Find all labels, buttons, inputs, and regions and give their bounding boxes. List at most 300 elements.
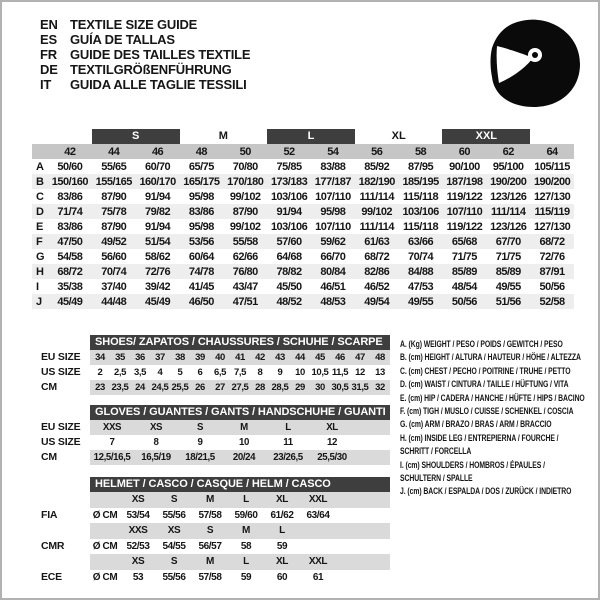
value-cell: 30,5: [331, 382, 349, 393]
value-cell: 57/58: [198, 509, 222, 521]
size-group-xl: XL: [391, 130, 406, 142]
measure-cell: 54/58: [57, 250, 83, 263]
row-values: [90, 450, 390, 465]
measure-cell: 95/98: [188, 220, 214, 233]
measure-cell: 107/110: [315, 220, 351, 233]
value-cell: 42: [255, 352, 265, 363]
value-cell: 55/56: [162, 509, 186, 521]
size-group-row: [32, 129, 574, 144]
numeric-size: 46: [151, 145, 164, 158]
measure-cell: 68/72: [57, 265, 83, 278]
measure-cell: 57/60: [276, 235, 302, 248]
value-cell: 38: [175, 352, 185, 363]
value-cell: 24: [135, 382, 145, 393]
measure-cell: 71/75: [495, 250, 521, 263]
numeric-size: 42: [64, 145, 76, 158]
value-cell: 12: [355, 367, 365, 378]
measure-cell: 105/115: [534, 160, 570, 173]
measure-cell: 56/60: [101, 250, 127, 263]
value-cell: 6: [197, 367, 203, 378]
measure-cell: 51/54: [145, 235, 171, 248]
measure-cell: 71/75: [451, 250, 477, 263]
measure-cell: 78/82: [276, 265, 302, 278]
gloves-title: GLOVES / GUANTES / GANTS / HANDSCHUHE / GUANTI: [95, 406, 386, 418]
measure-cell: 70/74: [101, 265, 127, 278]
measure-cell: 65/75: [188, 160, 214, 173]
size-cell: S: [170, 556, 178, 568]
value-cell: 25,5/30: [317, 452, 347, 463]
measure-cell: 35/38: [57, 280, 83, 293]
value-cell: 43: [275, 352, 285, 363]
size-cell: XS: [131, 494, 145, 506]
numeric-size: 48: [195, 145, 208, 158]
size-cell: L: [243, 494, 249, 506]
value-cell: 56/57: [198, 540, 222, 552]
value-cell: 6,5: [213, 367, 226, 378]
legend-line: SCHULTERN / SPALLE: [400, 473, 473, 485]
numeric-size: 54: [327, 145, 339, 158]
measure-cell: 87/91: [539, 265, 565, 278]
helmet-rows: [37, 492, 390, 585]
measure-row: [32, 279, 574, 294]
measure-cell: 103/106: [270, 220, 308, 233]
gloves-title-bar: [90, 405, 390, 420]
measure-cell: 123/126: [490, 220, 527, 233]
measure-cell: 111/114: [359, 220, 394, 233]
measure-cell: 75/78: [101, 205, 127, 218]
measure-values: [90, 508, 390, 524]
measure-cell: 95/98: [188, 190, 214, 203]
language-row: [40, 77, 250, 92]
measure-cell: 111/114: [491, 205, 526, 218]
measure-cell: 75/85: [276, 160, 302, 173]
measure-row: [32, 234, 574, 249]
helmet-value-row: [37, 570, 390, 586]
row-label: US SIZE: [41, 436, 81, 448]
measure-cell: 72/76: [145, 265, 171, 278]
helmet-size-row: [37, 492, 390, 508]
language-code: ES: [40, 32, 57, 47]
row-key: D: [36, 205, 44, 218]
value-cell: 40: [215, 352, 225, 363]
size-cell: XS: [131, 556, 145, 568]
value-cell: 27,5: [231, 382, 249, 393]
size-cell: XXL: [308, 494, 328, 506]
measure-cell: 111/114: [359, 190, 394, 203]
measure-cell: 190/200: [533, 175, 571, 188]
measure-cell: 72/76: [539, 250, 565, 263]
row-label: EU SIZE: [41, 421, 81, 433]
helmet-title-bar: [90, 477, 390, 492]
row-key: I: [36, 280, 40, 293]
value-cell: 10: [295, 367, 305, 378]
measure-cell: 155/165: [95, 175, 132, 188]
numeric-size: 52: [283, 145, 295, 158]
measure-row: [32, 294, 574, 309]
measure-row: [32, 204, 574, 219]
value-cell: 10,5: [311, 367, 329, 378]
measure-cell: 60/64: [188, 250, 214, 263]
value-cell: 11,5: [331, 367, 349, 378]
measure-cell: 185/195: [402, 175, 439, 188]
measure-cell: 99/102: [229, 190, 261, 203]
measure-cell: 60/70: [145, 160, 171, 173]
row-key: F: [36, 235, 43, 248]
measure-cell: 170/180: [227, 175, 264, 188]
table-row: [37, 435, 390, 450]
measure-cell: 83/86: [57, 220, 83, 233]
table-row: [37, 380, 390, 395]
helmet-value-row: [37, 539, 390, 555]
value-cell: 28: [255, 382, 265, 393]
row-key: C: [36, 190, 44, 203]
value-cell: 20/24: [232, 452, 256, 463]
value-cell: S: [196, 422, 204, 433]
legend-line: I. (cm) SHOULDERS / HOMBROS / ÉPAULES /: [400, 459, 545, 471]
measure-cell: 182/190: [358, 175, 395, 188]
shoes-table: [37, 335, 390, 395]
measure-cell: 39/42: [145, 280, 171, 293]
value-cell: 11: [283, 437, 293, 448]
measure-cell: 115/118: [403, 190, 439, 203]
numeric-size: 60: [458, 145, 471, 158]
row-label: EU SIZE: [41, 351, 81, 363]
measure-cell: 41/45: [188, 280, 214, 293]
row-key: H: [36, 265, 44, 278]
size-cell: XXS: [128, 525, 148, 537]
measure-cell: 49/55: [495, 280, 521, 293]
value-cell: 53/54: [126, 509, 150, 521]
measure-cell: 85/89: [451, 265, 477, 278]
language-title: GUIDA ALLE TAGLIE TESSILI: [70, 77, 247, 92]
row-label: FIA: [41, 508, 58, 521]
measure-cell: 82/86: [364, 265, 390, 278]
diameter-unit: Ø CM: [92, 540, 118, 552]
numeric-size: 56: [371, 145, 383, 158]
row-label: [37, 492, 90, 508]
measure-cell: 91/94: [145, 190, 171, 203]
value-cell: 47: [355, 352, 365, 363]
shoes-title: SHOES/ ZAPATOS / CHAUSSURES / SCHUHE / SCARPE: [95, 336, 383, 348]
value-cell: 8: [153, 437, 159, 448]
legend-line: G. (cm) ARM / BRAZO / BRAS / ARM / BRACCIO: [400, 419, 552, 431]
table-row: [37, 450, 390, 465]
legend-line: A. (Kg) WEIGHT / PESO / POIDS / GEWITCH / PESO: [400, 339, 563, 350]
row-key: G: [36, 250, 45, 263]
measure-cell: 190/200: [490, 175, 527, 188]
row-label: CM: [41, 381, 57, 393]
diameter-unit: Ø CM: [92, 571, 118, 583]
value-cell: 48: [375, 352, 385, 363]
measure-cell: 187/198: [446, 175, 483, 188]
value-cell: 26: [195, 382, 205, 393]
value-cell: 41: [235, 352, 245, 363]
size-cell: XXL: [308, 556, 328, 568]
row-label: ECE: [41, 570, 62, 583]
measure-cell: 48/54: [451, 280, 477, 293]
measure-cell: 115/119: [534, 205, 570, 218]
value-cell: 2: [97, 367, 103, 378]
numeric-size: 64: [546, 145, 558, 158]
measure-cell: 45/50: [276, 280, 302, 293]
legend-line: B. (cm) HEIGHT / ALTURA / HAUTEUR / HÖHE / ALTEZZA: [400, 352, 581, 364]
row-key: B: [36, 175, 44, 188]
size-values: [90, 554, 390, 570]
size-cell: S: [170, 494, 178, 506]
measure-cell: 84/88: [408, 265, 434, 278]
value-cell: 34: [95, 352, 105, 363]
value-cell: M: [240, 422, 248, 433]
measure-cell: 59/62: [320, 235, 346, 248]
measure-cell: 46/52: [364, 280, 390, 293]
measure-cell: 87/95: [408, 160, 434, 173]
value-cell: 9: [197, 437, 203, 448]
measure-cell: 53/56: [188, 235, 214, 248]
measure-cell: 99/102: [361, 205, 393, 218]
measure-cell: 95/98: [320, 205, 346, 218]
value-cell: 35: [115, 352, 125, 363]
measure-values: [90, 539, 390, 555]
numeric-size: 50: [239, 145, 251, 158]
measure-cell: 107/110: [446, 205, 483, 218]
textile-size-table: [32, 129, 574, 309]
helmet-value-row: [37, 508, 390, 524]
measure-row: [32, 219, 574, 234]
measure-cell: 47/51: [232, 295, 258, 308]
measure-cell: 55/65: [101, 160, 127, 173]
language-row: [40, 62, 250, 77]
value-cell: 23: [95, 382, 105, 393]
measure-row: [32, 249, 574, 264]
gloves-rows: [37, 420, 390, 465]
value-cell: 52/53: [126, 540, 150, 552]
row-values: [90, 420, 390, 435]
value-cell: 60: [276, 571, 288, 583]
value-cell: 2,5: [113, 367, 126, 378]
measure-cell: 165/175: [183, 175, 220, 188]
measure-cell: 83/86: [188, 205, 214, 218]
size-group-s: S: [92, 129, 180, 144]
value-cell: 23/26,5: [273, 452, 303, 463]
row-key: A: [36, 160, 44, 173]
measure-cell: 127/130: [533, 220, 571, 233]
row-label: [37, 554, 90, 570]
measure-cell: 50/56: [451, 295, 477, 308]
language-title-list: [40, 17, 250, 92]
value-cell: 61: [312, 571, 324, 583]
measure-cell: 103/106: [270, 190, 308, 203]
measure-cell: 74/78: [188, 265, 214, 278]
measure-row: [32, 174, 574, 189]
row-values: [90, 380, 390, 395]
size-cell: S: [206, 525, 214, 537]
legend-line: E. (cm) HIP / CADERA / HANCHE / HÜFTE / HIPS / BACINO: [400, 392, 585, 404]
value-cell: 5: [177, 367, 183, 378]
measure-cell: 107/110: [315, 190, 351, 203]
measure-cell: 52/58: [539, 295, 565, 308]
measure-cell: 177/187: [314, 175, 352, 188]
value-cell: 63/64: [306, 509, 330, 521]
size-values: [90, 492, 390, 508]
helmet-size-row: [37, 523, 390, 539]
measure-cell: 43/47: [232, 280, 258, 293]
measure-cell: 70/74: [408, 250, 434, 263]
row-values: [90, 435, 390, 450]
value-cell: 7: [109, 437, 115, 448]
value-cell: 18/21,5: [185, 452, 215, 463]
row-key: J: [36, 295, 43, 308]
legend-line: F. (cm) TIGH / MUSLO / CUISSE / SCHENKEL / COSCIA: [400, 406, 574, 418]
size-group-l: L: [267, 129, 355, 144]
legend-line: D. (cm) WAIST / CINTURA / TAILLE / HÜFTUNG / VITA: [400, 379, 569, 391]
measure-cell: 119/122: [446, 190, 483, 203]
legend-line: H. (cm) INSIDE LEG / ENTREPIERNA / FOURCHE /: [400, 432, 559, 444]
value-cell: 10: [239, 437, 249, 448]
measure-cell: 62/66: [232, 250, 258, 263]
value-cell: 16,5/19: [141, 452, 171, 463]
row-key: E: [36, 220, 44, 233]
language-title: TEXTILE SIZE GUIDE: [70, 17, 198, 32]
value-cell: 46: [335, 352, 345, 363]
helmet-size-row: [37, 554, 390, 570]
table-row: [37, 365, 390, 380]
value-cell: 61/62: [270, 509, 294, 521]
row-label: CMR: [41, 539, 65, 552]
size-values: [90, 523, 390, 539]
language-title: TEXTILGRÖßENFÜHRUNG: [70, 62, 232, 77]
value-cell: 54/55: [162, 540, 186, 552]
measure-cell: 66/70: [320, 250, 346, 263]
value-cell: 59: [240, 571, 252, 583]
table-row: [37, 350, 390, 365]
measure-cell: 80/84: [320, 265, 346, 278]
value-cell: 3,5: [133, 367, 146, 378]
gloves-table: [37, 405, 390, 465]
value-cell: 44: [295, 352, 305, 363]
language-title: GUIDE DES TAILLES TEXTILE: [70, 47, 251, 62]
measure-row: [32, 189, 574, 204]
diameter-unit: Ø CM: [92, 509, 118, 521]
value-cell: 4: [157, 367, 163, 378]
value-cell: 55/56: [162, 571, 186, 583]
measure-cell: 50/60: [57, 160, 83, 173]
measure-cell: 95/100: [492, 160, 524, 173]
value-cell: 8: [257, 367, 263, 378]
value-cell: 57/58: [198, 571, 222, 583]
language-row: [40, 47, 250, 62]
measure-cell: 150/160: [51, 175, 89, 188]
value-cell: 7,5: [233, 367, 246, 378]
measure-cell: 67/70: [495, 235, 521, 248]
legend-line: C. (cm) CHEST / PECHO / POITRINE / TRUHE / PETTO: [400, 365, 571, 377]
measure-cell: 123/126: [490, 190, 527, 203]
measure-cell: 87/90: [232, 205, 258, 218]
measure-cell: 50/56: [539, 280, 565, 293]
value-cell: 12: [327, 437, 337, 448]
measure-cell: 68/72: [364, 250, 390, 263]
measure-cell: 49/55: [408, 295, 434, 308]
table-row: [37, 420, 390, 435]
measure-cell: 90/100: [449, 160, 480, 173]
measure-cell: 119/122: [446, 220, 483, 233]
measure-cell: 68/72: [539, 235, 565, 248]
legend-line: SCHRITT / FORCELLA: [400, 446, 472, 458]
language-row: [40, 32, 250, 47]
measure-cell: 61/63: [364, 235, 390, 248]
value-cell: 31,5: [351, 382, 369, 393]
measure-cell: 55/58: [232, 235, 258, 248]
language-code: IT: [40, 77, 52, 92]
value-cell: 27: [215, 382, 225, 393]
measure-cell: 45/49: [145, 295, 171, 308]
measure-cell: 83/88: [320, 160, 346, 173]
row-label: US SIZE: [41, 366, 81, 378]
measure-cell: 85/92: [364, 160, 390, 173]
row-label: [37, 523, 90, 539]
value-cell: 28,5: [271, 382, 289, 393]
value-cell: 29: [295, 382, 305, 393]
measure-cell: 91/94: [276, 205, 302, 218]
value-cell: 53: [132, 571, 144, 583]
measure-cell: 87/90: [101, 220, 127, 233]
language-code: FR: [40, 47, 57, 62]
language-title: GUÍA DE TALLAS: [70, 32, 175, 47]
row-label: CM: [41, 451, 57, 463]
size-cell: XL: [276, 556, 288, 568]
value-cell: 12,5/16,5: [93, 452, 131, 463]
value-cell: XS: [149, 422, 163, 433]
measure-cell: 64/68: [276, 250, 302, 263]
legend-line: J. (cm) BACK / ESPALDA / DOS / ZURÜCK / INDIETRO: [400, 486, 572, 498]
size-cell: M: [206, 494, 214, 506]
measure-cell: 91/94: [145, 220, 171, 233]
measure-cell: 103/106: [402, 205, 439, 218]
measure-cell: 87/90: [101, 190, 127, 203]
measure-cell: 79/82: [145, 205, 171, 218]
measure-cell: 65/68: [451, 235, 477, 248]
value-cell: 30: [315, 382, 325, 393]
language-code: DE: [40, 62, 58, 77]
measure-cell: 85/89: [495, 265, 521, 278]
measure-cell: 37/40: [101, 280, 127, 293]
size-group-m: M: [218, 130, 228, 142]
value-cell: 32: [375, 382, 385, 393]
measure-cell: 51/56: [495, 295, 521, 308]
shoes-rows: [37, 350, 390, 395]
size-cell: XS: [167, 525, 181, 537]
value-cell: XXS: [102, 422, 122, 433]
measure-cell: 58/62: [145, 250, 171, 263]
numeric-size: 62: [502, 145, 514, 158]
size-cell: XL: [276, 494, 288, 506]
measure-row: [32, 264, 574, 279]
value-cell: L: [285, 422, 291, 433]
size-cell: M: [242, 525, 250, 537]
helmet-title: HELMET / CASCO / CASQUE / HELM / CASCO: [95, 478, 331, 490]
size-cell: M: [206, 556, 214, 568]
size-group-xxl: XXL: [442, 129, 530, 144]
numeric-size-row: [32, 144, 574, 159]
measure-cell: 63/66: [408, 235, 434, 248]
value-cell: 45: [315, 352, 325, 363]
measure-cell: 45/49: [57, 295, 83, 308]
measure-cell: 115/118: [403, 220, 439, 233]
measure-cell: 49/52: [101, 235, 127, 248]
language-row: [40, 17, 250, 32]
measure-cell: 49/54: [364, 295, 390, 308]
row-values: [90, 365, 390, 380]
numeric-size: 44: [108, 145, 120, 158]
